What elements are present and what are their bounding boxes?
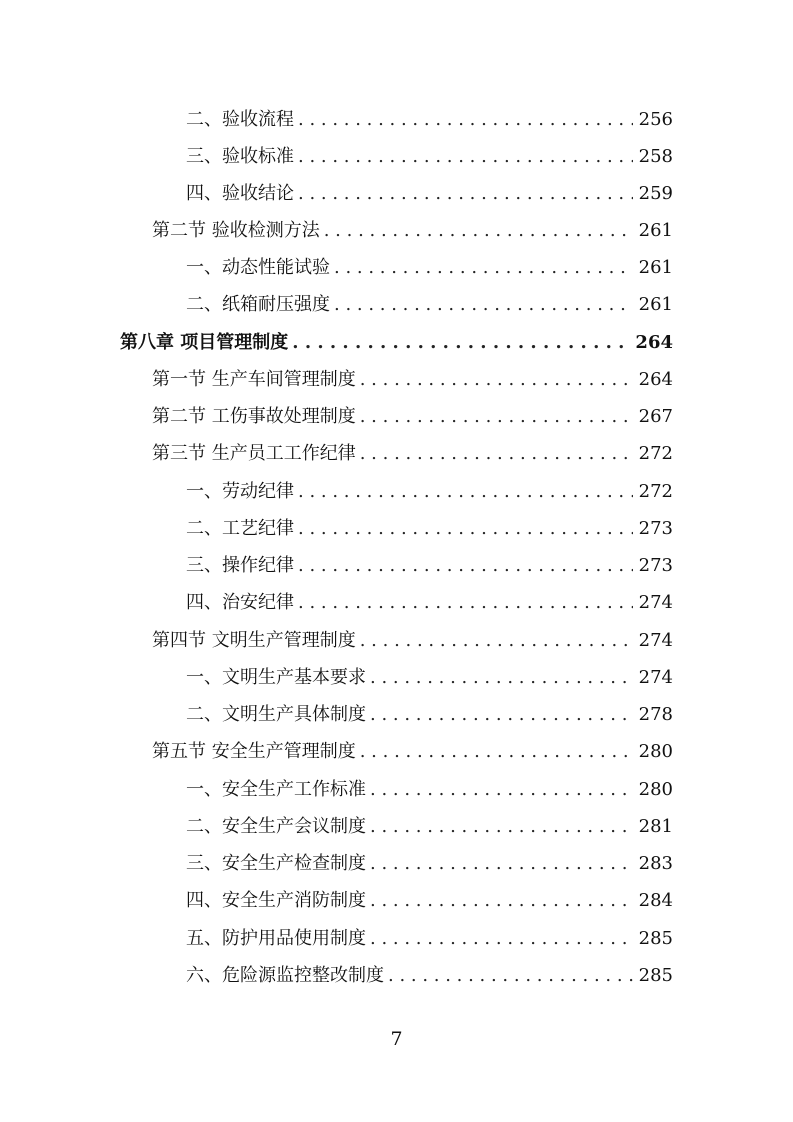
toc-entry-label: 一、安全生产工作标准 — [186, 779, 366, 800]
toc-entry-page: 264 — [638, 369, 673, 390]
toc-leader-dots — [370, 849, 633, 879]
toc-entry-page: 259 — [638, 183, 673, 204]
toc-leader-dots — [298, 179, 633, 209]
toc-entry-label: 四、验收结论 — [186, 183, 294, 204]
toc-entry-label: 第五节 安全生产管理制度 — [152, 741, 356, 762]
toc-leader-dots — [360, 626, 633, 656]
toc-entry-page: 274 — [638, 667, 673, 688]
toc-entry[interactable] — [186, 477, 673, 507]
toc-entry-page: 280 — [638, 741, 673, 762]
toc-entry-page: 283 — [638, 853, 673, 874]
toc-entry[interactable] — [186, 700, 673, 730]
toc-leader-dots — [360, 365, 633, 395]
toc-leader-dots — [298, 477, 633, 507]
toc-entry-label: 五、防护用品使用制度 — [186, 928, 366, 949]
toc-leader-dots — [370, 924, 633, 954]
toc-entry[interactable] — [186, 663, 673, 693]
toc-entry-page: 258 — [638, 146, 673, 167]
toc-entry-label: 二、工艺纪律 — [186, 518, 294, 539]
toc-entry[interactable] — [186, 588, 673, 618]
toc-leader-dots — [360, 737, 633, 767]
toc-entry-page: 273 — [638, 518, 673, 539]
toc-entry-page: 264 — [635, 332, 673, 353]
toc-entry-page: 272 — [638, 443, 673, 464]
toc-entry[interactable] — [186, 961, 673, 991]
toc-entry[interactable] — [186, 142, 673, 172]
toc-leader-dots — [324, 216, 633, 246]
toc-entry-page: 274 — [638, 630, 673, 651]
toc-entry-page: 256 — [638, 109, 673, 130]
toc-leader-dots — [370, 663, 633, 693]
toc-entry-label: 二、验收流程 — [186, 109, 294, 130]
toc-leader-dots — [370, 700, 633, 730]
toc-entry[interactable] — [186, 514, 673, 544]
toc-entry[interactable] — [186, 105, 673, 135]
toc-entry-label: 六、危险源监控整改制度 — [186, 965, 384, 986]
toc-leader-dots — [298, 551, 633, 581]
toc-entry[interactable] — [186, 775, 673, 805]
toc-leader-dots — [298, 105, 633, 135]
toc-entry-label: 第四节 文明生产管理制度 — [152, 630, 356, 651]
toc-entry[interactable] — [152, 737, 673, 767]
toc-entry-label: 二、安全生产会议制度 — [186, 816, 366, 837]
toc-leader-dots — [298, 142, 633, 172]
toc-entry-page: 281 — [638, 816, 673, 837]
toc-entry[interactable] — [186, 253, 673, 283]
toc-entry-page: 261 — [638, 257, 673, 278]
toc-leader-dots — [298, 588, 633, 618]
toc-entry[interactable] — [152, 365, 673, 395]
toc-entry[interactable] — [186, 812, 673, 842]
page-number: 7 — [390, 1028, 403, 1050]
toc-entry[interactable] — [186, 924, 673, 954]
toc-entry[interactable] — [152, 439, 673, 469]
toc-entry-page: 280 — [638, 779, 673, 800]
toc-entry-page: 273 — [638, 555, 673, 576]
toc-leader-dots — [334, 253, 633, 283]
toc-leader-dots — [370, 886, 633, 916]
toc-entry-page: 274 — [638, 592, 673, 613]
toc-entry[interactable] — [186, 886, 673, 916]
toc-entry-label: 三、操作纪律 — [186, 555, 294, 576]
toc-entry[interactable] — [186, 849, 673, 879]
toc-leader-dots — [334, 290, 633, 320]
toc-entry[interactable] — [152, 402, 673, 432]
toc-entry-label: 四、安全生产消防制度 — [186, 890, 366, 911]
toc-entry[interactable] — [186, 290, 673, 320]
toc-entry-page: 272 — [638, 481, 673, 502]
toc-entry-label: 三、安全生产检查制度 — [186, 853, 366, 874]
toc-leader-dots — [360, 439, 633, 469]
toc-entry-label: 一、动态性能试验 — [186, 257, 330, 278]
toc-entry[interactable] — [186, 551, 673, 581]
toc-entry-page: 285 — [638, 965, 673, 986]
toc-entry-page: 267 — [638, 406, 673, 427]
toc-entry-label: 二、纸箱耐压强度 — [186, 294, 330, 315]
toc-entry-label: 一、劳动纪律 — [186, 481, 294, 502]
toc-entry-page: 284 — [638, 890, 673, 911]
toc-entry-page: 261 — [638, 294, 673, 315]
toc-leader-dots — [298, 514, 633, 544]
toc-leader-dots — [370, 812, 633, 842]
toc-entry-label: 二、文明生产具体制度 — [186, 704, 366, 725]
toc-leader-dots — [370, 775, 633, 805]
toc-leader-dots — [292, 328, 629, 358]
toc-entry-label: 一、文明生产基本要求 — [186, 667, 366, 688]
toc-entry-page: 278 — [638, 704, 673, 725]
toc-entry-page: 261 — [638, 220, 673, 241]
toc-leader-dots — [388, 961, 633, 991]
toc-entry[interactable] — [186, 179, 673, 209]
toc-chapter-entry[interactable] — [120, 328, 673, 358]
toc-entry-label: 三、验收标准 — [186, 146, 294, 167]
toc-entry-label: 第三节 生产员工工作纪律 — [152, 443, 356, 464]
toc-entry-label: 第二节 验收检测方法 — [152, 220, 320, 241]
toc-entry-label: 四、治安纪律 — [186, 592, 294, 613]
toc-entry[interactable] — [152, 626, 673, 656]
toc-leader-dots — [360, 402, 633, 432]
toc-entry-label: 第一节 生产车间管理制度 — [152, 369, 356, 390]
toc-entry-label: 第二节 工伤事故处理制度 — [152, 406, 356, 427]
toc-entry-label: 第八章 项目管理制度 — [120, 332, 289, 353]
toc-entry[interactable] — [152, 216, 673, 246]
toc-entry-page: 285 — [638, 928, 673, 949]
